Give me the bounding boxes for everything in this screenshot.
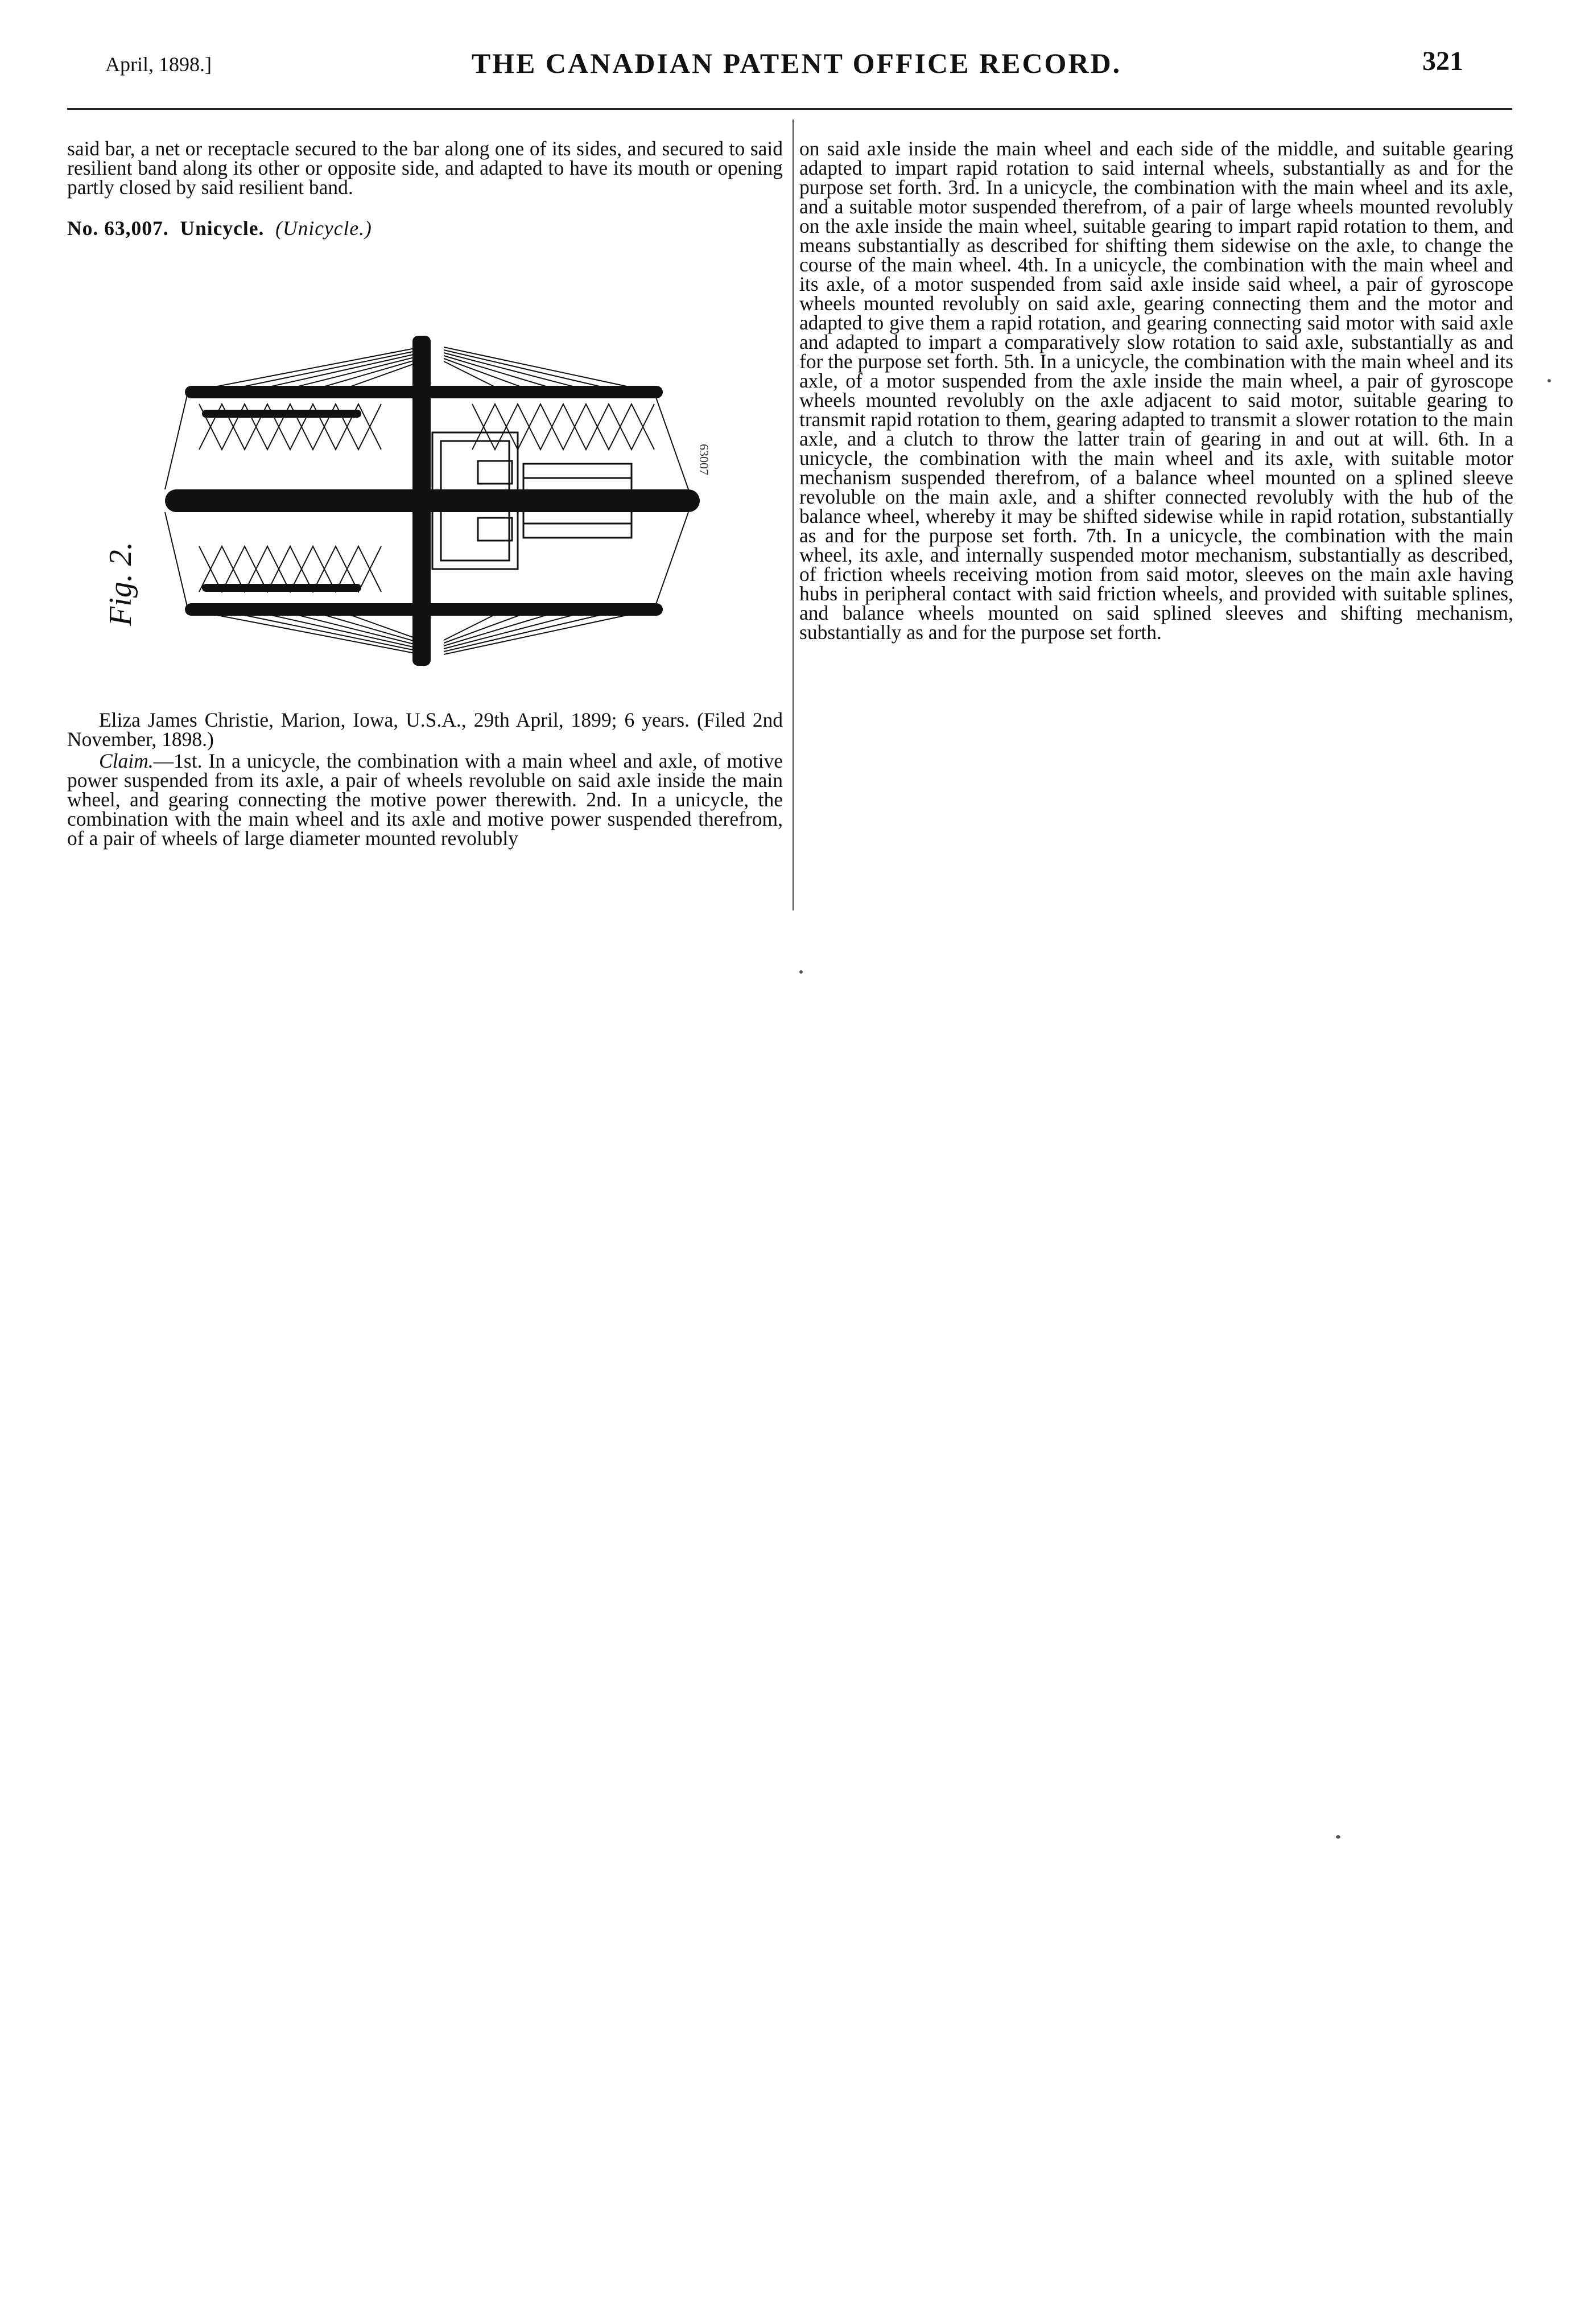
- figure-number: 63007: [697, 444, 711, 475]
- left-column-bottom: [67, 710, 783, 848]
- scan-speck: [1336, 1835, 1340, 1839]
- patent-title: Unicycle.: [180, 217, 265, 240]
- header-rule: [67, 108, 1512, 110]
- right-column: [799, 139, 1513, 642]
- scan-speck: [1547, 379, 1551, 382]
- claim-paragraph: [67, 751, 783, 848]
- patent-heading: [67, 219, 783, 238]
- continued-paragraph: said bar, a net or receptacle secured to the bar along one of its sides, and secured to said resilient band along its other or opposite side, and adapted to have its mouth or opening partly closed by said resilient band.: [67, 137, 783, 199]
- column-divider: [793, 120, 794, 910]
- right-column-text: on said axle inside the main wheel and each side of the middle, and suitable gearing adapted to impart rapid rotation to said internal wheels, substantially as and for the purpose set forth. 3rd. In a unicycle, the combination with the main wheel and its axle, and a suitable motor suspended therefrom, of a pair of large wheels mounted revolubly on the axle inside the main wheel, suitable gearing to impart rapid rotation to them, and means substantially as described for shifting them sidewise on the axle, to change the course of the main wheel. 4th. In a unicycle, the combination with the main wheel and its axle, of a motor suspended from said axle inside said wheel, a pair of gyroscope wheels mounted revolubly on said axle, gearing connecting them and the motor and adapted to give them a rapid rotation, and gearing connecting said motor with said axle and adapted to impart a comparatively slow rotation to said axle, substantially as and for the purpose set forth. 5th. In a unicycle, the combination with the main wheel and its axle, of a motor suspended from the axle inside the main wheel, a pair of gyroscope wheels mounted revolubly on the axle adjacent to said motor, suitable gearing to transmit rapid rotation to them, gearing adapted to transmit a slower rotation to the main axle, and a clutch to throw the latter train of gearing in and out at will. 6th. In a unicycle, the combination with the main wheel and its axle, with suitable motor mechanism suspended therefrom, of a balance wheel mounted on a splined sleeve revoluble on the main axle, and a shifter connected revolubly with the hub of the balance wheel, whereby it may be shifted sidewise while in rapid rotation, substantially as and for the purpose set forth. 7th. In a unicycle, the combination with the main wheel, its axle, and internally suspended motor mechanism, substantially as described, of friction wheels receiving motion from said motor, sleeves on the main axle having hubs in peripheral contact with said friction wheels, and provided with suitable splines, and balance wheels mounted on said splined sleeves and shifting mechanism, substantially as and for the purpose set forth.: [799, 137, 1513, 644]
- left-column-top: [67, 139, 783, 238]
- patent-figure-unicycle: [103, 319, 723, 683]
- scan-speck: [799, 970, 803, 974]
- applicant-line: Eliza James Christie, Marion, Iowa, U.S.A., 29th April, 1899; 6 years. (Filed 2nd November, 1898.): [67, 708, 783, 751]
- claim-text: —1st. In a unicycle, the combination with a main wheel and axle, of motive power suspended from its axle, a pair of wheels revoluble on said axle inside the main wheel, and gearing connecting the motive power therewith. 2nd. In a unicycle, the combination with the main wheel and its axle and motive power suspended therefrom, of a pair of wheels of large diameter mounted revolubly: [67, 749, 783, 850]
- page-number: 321: [1422, 46, 1463, 76]
- patent-number: No. 63,007.: [67, 217, 169, 240]
- figure-label: Fig. 2.: [103, 542, 138, 626]
- header-date: April, 1898.]: [105, 53, 212, 76]
- header-title: THE CANADIAN PATENT OFFICE RECORD.: [471, 47, 1122, 79]
- patent-title-fr: (Unicycle.): [275, 217, 372, 240]
- claim-label: Claim.: [99, 749, 154, 772]
